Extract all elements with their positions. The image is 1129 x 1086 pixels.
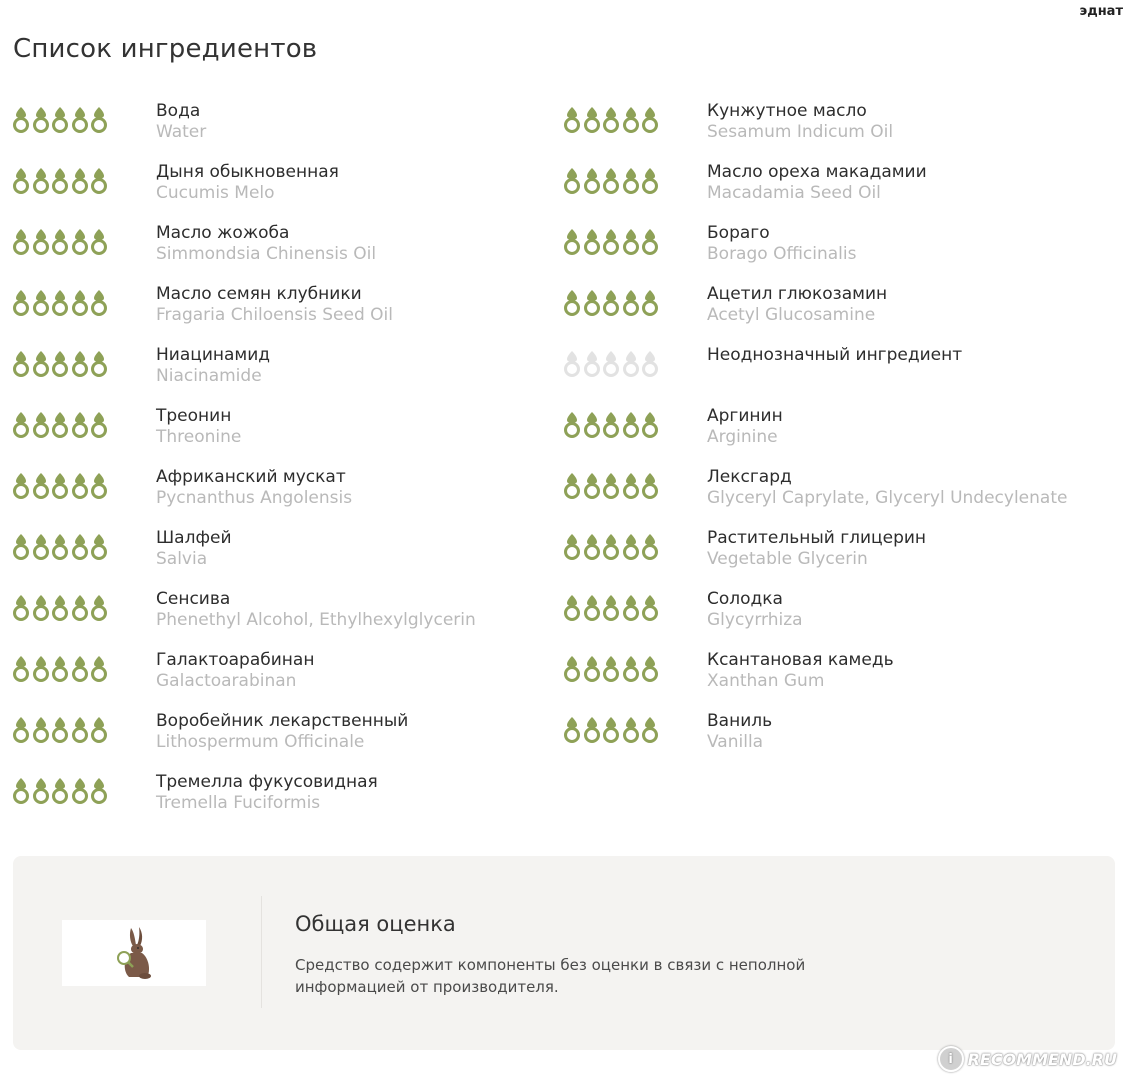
ingredient-names [707, 528, 926, 570]
ingredient-name[interactable]: Солодка [707, 589, 783, 609]
ingredient-name[interactable]: Вода [156, 101, 201, 121]
rating-drop-icon [32, 228, 50, 256]
rating-drop-icon [602, 228, 620, 256]
ingredient-latin-name: Galactoarabinan [156, 671, 297, 691]
rating-drop-icon [602, 716, 620, 744]
rating-drop-icon [90, 411, 108, 439]
rating-drop-icon [71, 167, 89, 195]
rating-drop-icon [583, 289, 601, 317]
watermark-text: RECOMMEND.RU [967, 1049, 1117, 1069]
rating-drop-icon [12, 289, 30, 317]
rating-drop-icon [602, 594, 620, 622]
rating-drop-icon [622, 289, 640, 317]
safety-rating [12, 411, 112, 439]
rating-drop-icon [12, 106, 30, 134]
ingredient-names [156, 650, 314, 692]
ingredient-name[interactable]: Треонин [156, 406, 232, 426]
rating-drop-icon [90, 289, 108, 317]
ingredient-row[interactable] [563, 397, 1123, 458]
ingredient-row[interactable] [12, 275, 552, 336]
rating-drop-icon [90, 777, 108, 805]
ingredient-row[interactable] [12, 397, 552, 458]
recommend-logo-icon: i [938, 1046, 964, 1072]
ingredient-name[interactable]: Тремелла фукусовидная [156, 772, 378, 792]
rating-drop-icon [602, 655, 620, 683]
rating-drop-icon [563, 472, 581, 500]
rating-drop-icon [641, 594, 659, 622]
safety-rating [12, 594, 112, 622]
safety-rating [563, 411, 663, 439]
ingredient-name[interactable]: Ниацинамид [156, 345, 271, 365]
ingredient-latin-name: Salvia [156, 549, 208, 569]
ingredient-names [707, 589, 803, 631]
rating-drop-icon [12, 655, 30, 683]
rating-drop-icon [583, 716, 601, 744]
ingredient-names [156, 711, 408, 753]
ingredient-name[interactable]: Лексгард [707, 467, 792, 487]
rating-drop-icon [641, 716, 659, 744]
rating-drop-icon [583, 106, 601, 134]
rating-drop-icon [622, 167, 640, 195]
ingredient-names [707, 101, 893, 143]
ingredient-names [156, 101, 206, 143]
ingredient-name[interactable]: Галактоарабинан [156, 650, 315, 670]
rating-drop-icon [32, 655, 50, 683]
rating-drop-icon [602, 533, 620, 561]
rating-drop-icon [563, 716, 581, 744]
ingredient-row[interactable] [563, 336, 1123, 397]
rating-drop-icon [602, 472, 620, 500]
ingredient-row[interactable] [563, 641, 1123, 702]
summary-text: Средство содержит компоненты без оценки в связи с неполной информацией от производителя. [295, 956, 806, 996]
rating-drop-icon [583, 472, 601, 500]
rating-drop-icon [622, 472, 640, 500]
rating-drop-icon [90, 716, 108, 744]
rating-drop-icon [641, 167, 659, 195]
ingredient-latin-name: Phenethyl Alcohol, Ethylhexylglycerin [156, 610, 476, 630]
rating-drop-icon [622, 655, 640, 683]
rating-drop-icon [583, 655, 601, 683]
ingredient-latin-name: Arginine [707, 427, 778, 447]
rating-drop-icon [12, 716, 30, 744]
rating-drop-icon [12, 533, 30, 561]
rating-drop-icon [622, 716, 640, 744]
ingredient-names [707, 284, 887, 326]
ingredient-names [156, 467, 352, 509]
rating-drop-icon [71, 411, 89, 439]
overall-rating-panel [13, 856, 1115, 1050]
ingredient-latin-name: Vanilla [707, 732, 764, 752]
ingredient-names [707, 162, 927, 204]
rating-drop-icon [32, 472, 50, 500]
username-label[interactable]: эднат [1079, 4, 1123, 19]
rating-drop-icon [563, 289, 581, 317]
rating-drop-icon [622, 106, 640, 134]
rating-drop-icon [51, 289, 69, 317]
ingredient-latin-name: Threonine [156, 427, 242, 447]
ingredient-row[interactable] [12, 92, 552, 153]
rating-drop-icon [71, 289, 89, 317]
ingredient-row[interactable] [563, 519, 1123, 580]
summary-divider [261, 896, 262, 1008]
ingredient-names [707, 650, 894, 692]
ingredient-row[interactable] [12, 214, 552, 275]
ingredient-names [707, 467, 1067, 509]
ingredient-latin-name: Tremella Fuciformis [156, 793, 321, 813]
ingredient-name[interactable]: Шалфей [156, 528, 232, 548]
ingredient-row[interactable] [12, 336, 552, 397]
rating-drop-icon [90, 655, 108, 683]
ingredient-latin-name: Cucumis Melo [156, 183, 275, 203]
safety-rating [563, 533, 663, 561]
rating-drop-icon [71, 228, 89, 256]
safety-rating [12, 777, 112, 805]
ingredient-names [156, 528, 232, 570]
recommend-watermark [938, 1046, 1117, 1072]
ingredient-latin-name: Acetyl Glucosamine [707, 305, 876, 325]
ingredient-latin-name: Glyceryl Caprylate, Glyceryl Undecylenate [707, 488, 1068, 508]
rating-drop-icon [51, 533, 69, 561]
rating-drop-icon [90, 228, 108, 256]
ingredient-names [156, 345, 270, 387]
rating-drop-icon [583, 228, 601, 256]
rating-drop-icon [32, 350, 50, 378]
safety-rating [563, 289, 663, 317]
rating-drop-icon [602, 350, 620, 378]
rating-drop-icon [583, 350, 601, 378]
rating-drop-icon [71, 106, 89, 134]
rating-drop-icon [51, 716, 69, 744]
ingredient-row[interactable] [563, 214, 1123, 275]
ingredient-latin-name: Niacinamide [156, 366, 262, 386]
safety-rating [563, 167, 663, 195]
rating-drop-icon [51, 472, 69, 500]
ingredient-name[interactable]: Масло жожоба [156, 223, 290, 243]
ingredient-latin-name: Sesamum Indicum Oil [707, 122, 894, 142]
ingredient-names [156, 223, 376, 265]
rating-drop-icon [71, 472, 89, 500]
rating-drop-icon [32, 411, 50, 439]
ingredient-names [707, 345, 962, 366]
rating-drop-icon [51, 167, 69, 195]
safety-rating [12, 228, 112, 256]
rating-drop-icon [32, 777, 50, 805]
rating-drop-icon [12, 411, 30, 439]
rating-drop-icon [32, 106, 50, 134]
ingredient-name[interactable]: Неоднозначный ингредиент [707, 345, 963, 365]
safety-rating [12, 106, 112, 134]
rating-drop-icon [563, 106, 581, 134]
ingredient-row[interactable] [12, 702, 552, 763]
rating-drop-icon [641, 228, 659, 256]
safety-rating [12, 655, 112, 683]
rating-drop-icon [641, 472, 659, 500]
rating-drop-icon [602, 106, 620, 134]
rating-drop-icon [90, 533, 108, 561]
ingredient-row[interactable] [12, 763, 552, 824]
rating-drop-icon [641, 655, 659, 683]
ingredient-row[interactable] [12, 153, 552, 214]
rating-drop-icon [90, 106, 108, 134]
rating-drop-icon [12, 472, 30, 500]
rating-drop-icon [12, 228, 30, 256]
ingredient-name[interactable]: Бораго [707, 223, 770, 243]
ingredient-latin-name: Pycnanthus Angolensis [156, 488, 353, 508]
rating-drop-icon [563, 594, 581, 622]
rating-drop-icon [563, 655, 581, 683]
safety-rating [563, 228, 663, 256]
ingredient-name[interactable]: Воробейник лекарственный [156, 711, 409, 731]
rating-drop-icon [563, 167, 581, 195]
ingredient-latin-name: Macadamia Seed Oil [707, 183, 881, 203]
ingredient-row[interactable] [563, 458, 1123, 519]
rating-drop-icon [583, 411, 601, 439]
rating-drop-icon [71, 716, 89, 744]
rating-drop-icon [563, 533, 581, 561]
safety-rating [12, 533, 112, 561]
ingredient-latin-name: Xanthan Gum [707, 671, 825, 691]
ingredient-name[interactable]: Аргинин [707, 406, 783, 426]
rating-drop-icon [622, 594, 640, 622]
ingredient-row[interactable] [563, 702, 1123, 763]
rating-drop-icon [602, 167, 620, 195]
rating-drop-icon [71, 594, 89, 622]
rating-drop-icon [90, 594, 108, 622]
ingredient-name[interactable]: Дыня обыкновенная [156, 162, 339, 182]
rating-drop-icon [71, 350, 89, 378]
ingredient-latin-name: Fragaria Chiloensis Seed Oil [156, 305, 393, 325]
rating-drop-icon [90, 350, 108, 378]
ingredient-row[interactable] [12, 458, 552, 519]
safety-rating [12, 350, 112, 378]
safety-rating [563, 594, 663, 622]
rating-drop-icon [622, 533, 640, 561]
ingredient-latin-name: Lithospermum Officinale [156, 732, 365, 752]
safety-rating [563, 350, 663, 378]
rating-drop-icon [563, 350, 581, 378]
ingredient-row[interactable] [12, 641, 552, 702]
ingredient-name[interactable]: Африканский мускат [156, 467, 346, 487]
rating-drop-icon [51, 655, 69, 683]
rating-drop-icon [71, 777, 89, 805]
rating-drop-icon [12, 350, 30, 378]
ingredient-name[interactable]: Ацетил глюкозамин [707, 284, 888, 304]
ingredient-latin-name: Water [156, 122, 207, 142]
rating-drop-icon [12, 777, 30, 805]
rating-drop-icon [583, 594, 601, 622]
ingredient-name[interactable]: Масло семян клубники [156, 284, 362, 304]
rating-drop-icon [641, 350, 659, 378]
ingredients-column-right [563, 92, 1123, 763]
ingredient-name[interactable]: Масло ореха макадамии [707, 162, 927, 182]
rating-drop-icon [51, 594, 69, 622]
rating-drop-icon [641, 411, 659, 439]
rating-drop-icon [602, 289, 620, 317]
safety-rating [12, 167, 112, 195]
ingredient-row[interactable] [12, 580, 552, 641]
rating-drop-icon [51, 228, 69, 256]
ingredient-names [156, 162, 339, 204]
rating-drop-icon [90, 167, 108, 195]
ingredient-latin-name: Borago Officinalis [707, 244, 857, 264]
rating-drop-icon [32, 289, 50, 317]
rating-drop-icon [51, 777, 69, 805]
ingredient-name[interactable]: Ксантановая камедь [707, 650, 894, 670]
rating-drop-icon [90, 472, 108, 500]
ingredient-names [707, 223, 856, 265]
page-title: Список ингредиентов [13, 34, 318, 64]
rating-drop-icon [32, 533, 50, 561]
safety-rating [563, 655, 663, 683]
rating-drop-icon [622, 350, 640, 378]
rating-drop-icon [641, 106, 659, 134]
rating-drop-icon [51, 350, 69, 378]
ingredient-row[interactable] [12, 519, 552, 580]
ingredient-names [156, 589, 476, 631]
rating-drop-icon [32, 594, 50, 622]
rabbit-magnifier-icon [62, 920, 206, 986]
rating-drop-icon [622, 411, 640, 439]
rating-drop-icon [563, 411, 581, 439]
rating-drop-icon [641, 533, 659, 561]
rating-drop-icon [583, 167, 601, 195]
ingredient-row[interactable] [563, 92, 1123, 153]
rating-drop-icon [71, 655, 89, 683]
ingredient-names [156, 406, 241, 448]
safety-rating [12, 289, 112, 317]
safety-rating [12, 716, 112, 744]
safety-rating [563, 716, 663, 744]
ingredients-column-left [12, 92, 552, 824]
ingredient-name[interactable]: Ваниль [707, 711, 773, 731]
ingredient-name[interactable]: Сенсива [156, 589, 231, 609]
rating-drop-icon [12, 167, 30, 195]
rating-drop-icon [602, 411, 620, 439]
safety-rating [12, 472, 112, 500]
ingredient-row[interactable] [563, 580, 1123, 641]
ingredient-name[interactable]: Растительный глицерин [707, 528, 927, 548]
rating-drop-icon [32, 716, 50, 744]
safety-rating [563, 472, 663, 500]
ingredient-names [156, 772, 378, 814]
rating-drop-icon [12, 594, 30, 622]
rating-drop-icon [51, 106, 69, 134]
ingredient-row[interactable] [563, 153, 1123, 214]
safety-rating [563, 106, 663, 134]
ingredient-name[interactable]: Кунжутное масло [707, 101, 867, 121]
summary-title: Общая оценка [295, 912, 456, 936]
rating-drop-icon [583, 533, 601, 561]
rating-drop-icon [51, 411, 69, 439]
ingredient-names [707, 711, 772, 753]
ingredient-names [156, 284, 393, 326]
rating-drop-icon [622, 228, 640, 256]
ingredient-row[interactable] [563, 275, 1123, 336]
rating-drop-icon [641, 289, 659, 317]
rating-drop-icon [32, 167, 50, 195]
rating-drop-icon [71, 533, 89, 561]
ingredient-latin-name: Glycyrrhiza [707, 610, 803, 630]
ingredient-names [707, 406, 783, 448]
ingredient-latin-name: Vegetable Glycerin [707, 549, 868, 569]
ingredient-latin-name: Simmondsia Chinensis Oil [156, 244, 377, 264]
rating-drop-icon [563, 228, 581, 256]
